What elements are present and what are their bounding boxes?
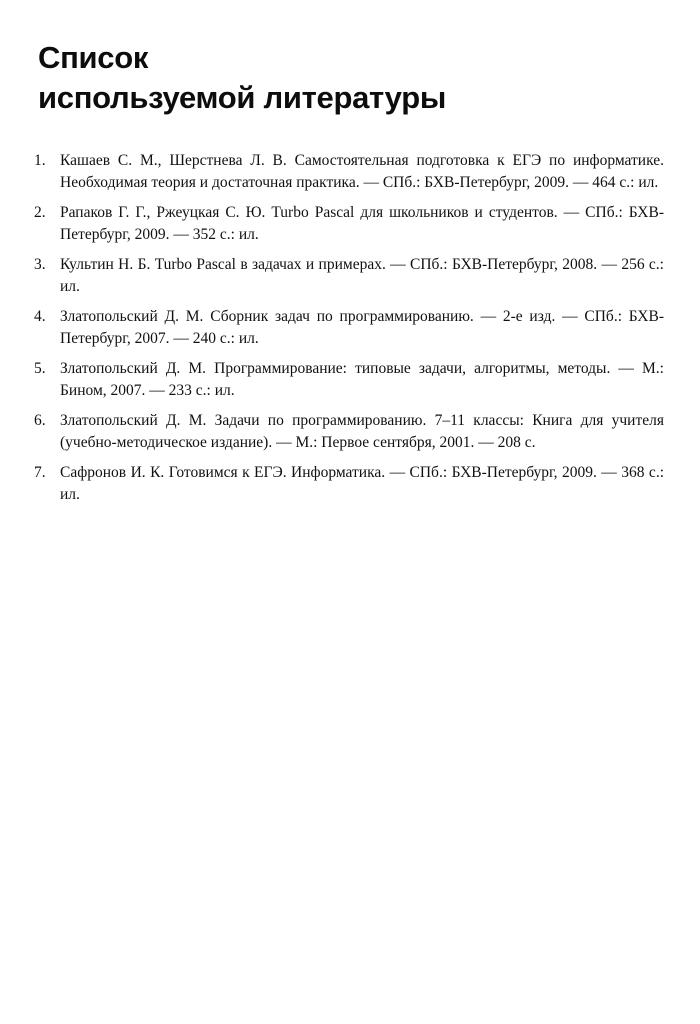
reference-number: 1. [34, 152, 46, 169]
reference-number: 5. [34, 360, 46, 377]
page-title-line-1: Список [38, 40, 149, 75]
reference-number: 2. [34, 204, 46, 221]
reference-text: Сафронов И. К. Готовимся к ЕГЭ. Информатика. — СПб.: БХВ-Петербург, 2009. — 368 с.: ил. [60, 464, 664, 503]
reference-item [34, 202, 664, 246]
reference-item [34, 306, 664, 350]
reference-text: Златопольский Д. М. Программирование: типовые задачи, алгоритмы, методы. — М.: Бином, 2007. — 233 с.: ил. [60, 360, 664, 399]
reference-item [34, 410, 664, 454]
reference-number: 3. [34, 256, 46, 273]
reference-text: Златопольский Д. М. Сборник задач по программированию. — 2-е изд. — СПб.: БХВ-Петербург, 2007. — 240 с.: ил. [60, 308, 664, 347]
reference-number: 6. [34, 412, 46, 429]
reference-item [34, 462, 664, 506]
reference-text: Златопольский Д. М. Задачи по программированию. 7–11 классы: Книга для учителя (учебно-методическое издание). — М.: Первое сентября, 2001. — 208 с. [60, 412, 664, 451]
reference-text: Рапаков Г. Г., Ржеуцкая С. Ю. Turbo Pascal для школьников и студентов. — СПб.: БХВ-Петербург, 2009. — 352 с.: ил. [60, 204, 664, 243]
reference-list [34, 150, 664, 514]
reference-text: Культин Н. Б. Turbo Pascal в задачах и примерах. — СПб.: БХВ-Петербург, 2008. — 256 с.: ил. [60, 256, 664, 295]
reference-item [34, 254, 664, 298]
reference-item [34, 358, 664, 402]
page-title [38, 38, 658, 118]
reference-text: Кашаев С. М., Шерстнева Л. В. Самостоятельная подготовка к ЕГЭ по информатике. Необходимая теория и достаточная практика. — СПб.: БХВ-Петербург, 2009. — 464 с.: ил. [60, 152, 664, 191]
reference-item [34, 150, 664, 194]
reference-number: 4. [34, 308, 46, 325]
reference-number: 7. [34, 464, 46, 481]
page-title-line-2: используемой литературы [38, 80, 447, 115]
